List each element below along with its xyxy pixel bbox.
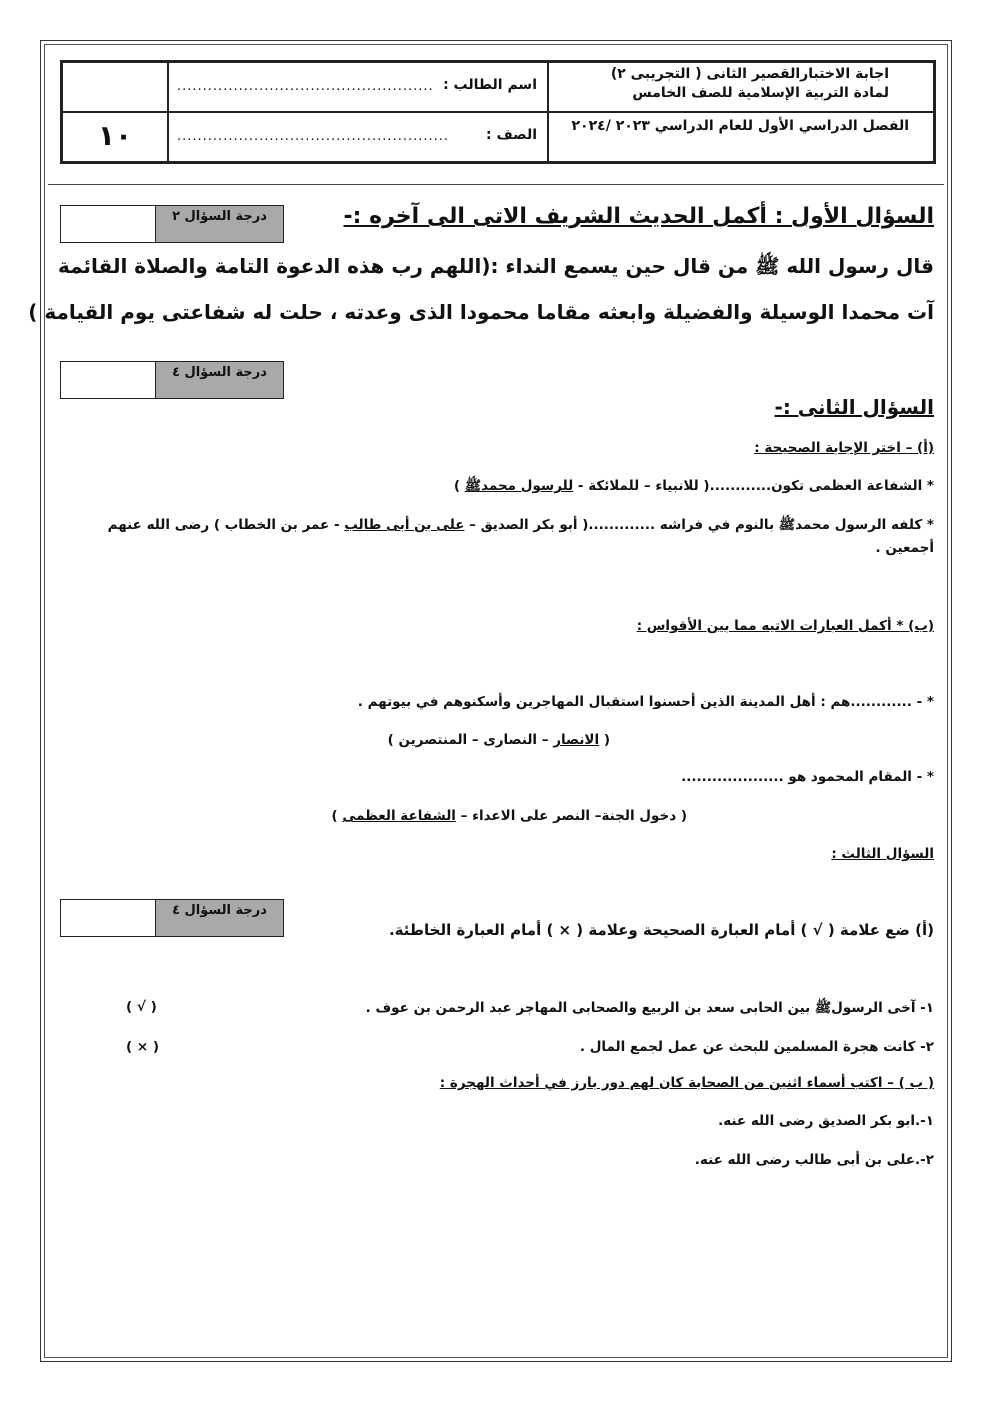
q2-b1-statement: * - ............هم : أهل المدينة الذين أحسنوا استقبال المهاجرين وأسكنوهم في بيوتهم . bbox=[357, 694, 934, 710]
exam-title-cell bbox=[548, 62, 934, 112]
q2-b1-options bbox=[388, 732, 610, 748]
student-name-label: اسم الطالب : bbox=[443, 77, 537, 93]
q2-b2-answer: الشفاعة العظمى bbox=[342, 808, 456, 824]
q2-item1 bbox=[454, 477, 934, 497]
student-name-cell bbox=[168, 62, 548, 112]
exam-title: اجابة الاختبارالقصير الثانى ( التجريبى ٢) bbox=[610, 66, 889, 82]
q2-b1-answer: الانصار bbox=[553, 732, 600, 748]
student-name-field[interactable]: .................................................. bbox=[177, 79, 434, 94]
term-cell bbox=[548, 112, 934, 162]
q2-title: السؤال الثانى :- bbox=[774, 395, 934, 419]
q1-title: السؤال الأول : أكمل الحديث الشريف الاتى الى آخره :- bbox=[343, 204, 934, 229]
q1-grade-box bbox=[60, 205, 284, 243]
class-field[interactable]: ..................................................... bbox=[177, 129, 450, 144]
header-cell-blank bbox=[62, 62, 168, 112]
q3-item1-text: ١- آخى الرسولﷺ بين الحابى سعد بن الربيع والصحابى المهاجر عبد الرحمن بن عوف . bbox=[365, 1000, 934, 1016]
q3-grade-box bbox=[60, 899, 284, 937]
total-score: ١٠ bbox=[62, 112, 168, 162]
q3-item2-text: ٢- كانت هجرة المسلمين للبحث عن عمل لجمع المال . bbox=[579, 1039, 934, 1055]
q3-item2-mark: ( × ) bbox=[126, 1039, 160, 1055]
q2-grade-box bbox=[60, 361, 284, 399]
q3-title: السؤال الثالث : bbox=[831, 846, 934, 862]
q2-b2-options bbox=[332, 808, 687, 824]
class-cell bbox=[168, 112, 548, 162]
q2-part-b-title: (ب) * أكمل العبارات الاتيه مما بين الأقواس : bbox=[636, 618, 934, 634]
q2-item1-close: ) bbox=[453, 478, 465, 494]
q3-answer-1: ١-.ابو بكر الصديق رضى الله عنه. bbox=[718, 1113, 934, 1129]
q2-item2-continuation: أجمعين . bbox=[875, 540, 934, 556]
exam-subject: لمادة التربية الإسلامية للصف الخامس bbox=[632, 85, 889, 101]
q2-b1-rest: – النصارى – المنتصرين ) bbox=[387, 732, 554, 748]
q2-part-a-title: (أ) – اختر الإجابة الصحيحة : bbox=[754, 440, 934, 456]
q2-item2-text: * كلفه الرسول محمدﷺ بالنوم في فراشه .............( أبو بكر الصديق – bbox=[464, 517, 934, 533]
q1-hadith-line2: آت محمدا الوسيلة والفضيلة وابعثه مقاما محمودا الذى وعدته ، حلت له شفاعتى يوم القيامة ) bbox=[28, 300, 934, 324]
term-year: الفصل الدراسي الأول للعام الدراسي ٢٠٢٣ /٢٠٢٤ bbox=[571, 118, 909, 134]
q2-item2 bbox=[108, 516, 934, 536]
q2-b2-statement: * - المقام المحمود هو .................... bbox=[681, 769, 934, 785]
class-label: الصف : bbox=[486, 127, 537, 143]
q2-b2-post: ) bbox=[331, 808, 343, 824]
q2-item2-answer: على بن أبى طالب bbox=[344, 517, 465, 533]
q3-part-b-title: ( ب ) – اكتب أسماء اثنين من الصحابة كان لهم دور بارز في أحداث الهجرة : bbox=[439, 1075, 934, 1091]
q3-answer-2: ٢-.على بن أبى طالب رضى الله عنه. bbox=[694, 1152, 934, 1168]
q2-b2-pre: ( دخول الجنة– النصر على الاعداء – bbox=[455, 808, 687, 824]
header-table bbox=[60, 60, 936, 164]
q2-item1-text: * الشفاعة العظمى تكون............( للانبياء – للملائكة - bbox=[573, 478, 934, 494]
q1-grade-label: درجة السؤال ٢ bbox=[155, 206, 283, 242]
q2-b1-open: ( bbox=[599, 732, 610, 748]
q1-hadith-line1: قال رسول الله ﷺ من قال حين يسمع النداء :(اللهم رب هذه الدعوة التامة والصلاة القائمة bbox=[58, 254, 934, 278]
q3-item1-mark: ( √ ) bbox=[126, 999, 157, 1015]
header-separator bbox=[48, 184, 944, 185]
q2-grade-label: درجة السؤال ٤ bbox=[155, 362, 283, 398]
q2-item1-answer: للرسول محمدﷺ bbox=[464, 478, 574, 494]
q3-part-a-title: (أ) ضع علامة ( √ ) أمام العبارة الصحيحة وعلامة ( × ) أمام العبارة الخاطئة. bbox=[388, 921, 934, 939]
q2-item2-rest: - عمر بن الخطاب ) رضى الله عنهم bbox=[107, 517, 345, 533]
q3-grade-label: درجة السؤال ٤ bbox=[155, 900, 283, 936]
